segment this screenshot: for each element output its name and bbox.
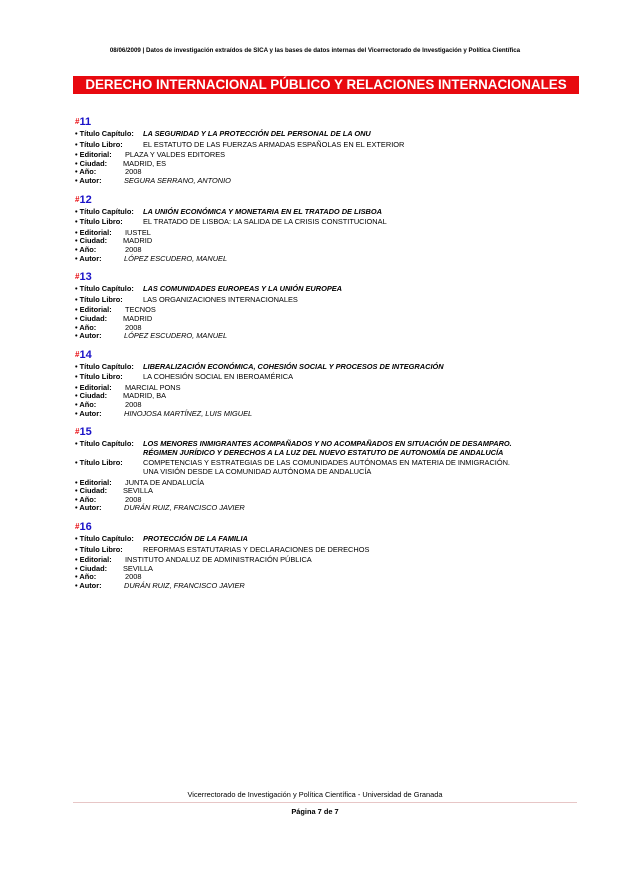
label-ano: • Año:	[75, 400, 97, 410]
record-item	[75, 424, 595, 513]
value-ano: 2008	[125, 494, 142, 504]
field-ciudad	[75, 487, 595, 496]
page-footer: Vicerrectorado de Investigación y Política Científica - Universidad de Granada	[187, 790, 443, 799]
value-capitulo: LAS COMUNIDADES EUROPEAS Y LA UNIÓN EUROPEA	[143, 284, 343, 294]
value-ano: 2008	[125, 322, 142, 332]
value-editorial: JUNTA DE ANDALUCÍA	[125, 477, 205, 487]
label-editorial: • Editorial:	[75, 227, 112, 237]
label-libro: • Título Libro:	[75, 544, 123, 554]
label-autor: • Autor:	[75, 408, 102, 418]
hash-mark: #	[75, 522, 80, 531]
value-ciudad: MADRID	[123, 236, 153, 246]
label-editorial: • Editorial:	[75, 305, 112, 315]
label-capitulo: • Título Capítulo:	[75, 361, 134, 371]
field-ciudad	[75, 160, 595, 169]
field-autor	[75, 504, 595, 513]
record-item	[75, 269, 595, 341]
label-capitulo: • Título Capítulo:	[75, 129, 134, 138]
value-ano: 2008	[125, 400, 142, 410]
value-editorial: PLAZA Y VALDES EDITORES	[125, 150, 226, 160]
value-editorial: TECNOS	[125, 305, 156, 315]
hash-mark: #	[75, 349, 80, 359]
label-libro	[75, 468, 143, 477]
value-ciudad: SEVILLA	[123, 486, 153, 496]
record-number-value: 13	[79, 271, 92, 284]
field-libro	[75, 468, 595, 477]
label-ano: • Año:	[75, 494, 97, 504]
field-capitulo	[75, 285, 595, 294]
field-capitulo	[75, 363, 595, 372]
value-capitulo: LIBERALIZACIÓN ECONÓMICA, COHESIÓN SOCIAL Y PROCESOS DE INTEGRACIÓN	[143, 361, 444, 371]
field-autor	[75, 255, 595, 264]
hash-mark: #	[75, 427, 80, 437]
label-autor: • Autor:	[75, 503, 102, 513]
record-number	[75, 114, 595, 130]
value-libro: EL ESTATUTO DE LAS FUERZAS ARMADAS ESPAÑOLAS EN EL EXTERIOR	[143, 139, 405, 149]
record-number	[75, 519, 595, 535]
value-editorial: INSTITUTO ANDALUZ DE ADMINISTRACIÓN PÚBLICA	[125, 555, 312, 565]
value-ciudad: SEVILLA	[123, 563, 153, 573]
label-ciudad: • Ciudad:	[75, 486, 108, 496]
label-editorial: • Editorial:	[75, 150, 112, 160]
label-libro: • Título Libro:	[75, 217, 123, 227]
label-capitulo: • Título Capítulo:	[75, 534, 134, 543]
value-libro: LAS ORGANIZACIONES INTERNACIONALES	[143, 294, 298, 304]
field-capitulo	[75, 130, 595, 139]
field-libro	[75, 546, 595, 555]
records-list	[75, 114, 595, 597]
value-ano: 2008	[125, 244, 142, 254]
label-ano: • Año:	[75, 167, 97, 177]
field-autor	[75, 332, 595, 341]
field-autor	[75, 410, 595, 419]
value-ano: 2008	[125, 167, 142, 177]
value-autor: SEGURA SERRANO, ANTONIO	[124, 175, 231, 185]
label-autor: • Autor:	[75, 175, 102, 185]
value-editorial: IUSTEL	[125, 227, 151, 237]
value-libro: UNA VISIÓN DESDE LA COMUNIDAD AUTÓNOMA DE ANDALUCÍA	[143, 467, 372, 477]
record-item	[75, 114, 595, 186]
label-editorial: • Editorial:	[75, 555, 112, 565]
field-libro	[75, 141, 595, 150]
field-ciudad	[75, 392, 595, 401]
value-autor: DURÁN RUIZ, FRANCISCO JAVIER	[124, 503, 245, 513]
label-capitulo: • Título Capítulo:	[75, 439, 134, 449]
record-number	[75, 347, 595, 363]
field-ciudad	[75, 315, 595, 324]
label-ano: • Año:	[75, 244, 97, 254]
record-number	[75, 424, 595, 440]
value-libro: REFORMAS ESTATUTARIAS Y DECLARACIONES DE DERECHOS	[143, 544, 370, 554]
label-libro: • Título Libro:	[75, 372, 123, 382]
record-number	[75, 192, 595, 208]
field-autor	[75, 582, 595, 591]
hash-mark: #	[75, 194, 80, 204]
label-autor: • Autor:	[75, 580, 102, 590]
label-autor: • Autor:	[75, 331, 102, 341]
label-autor: • Autor:	[75, 253, 102, 263]
value-autor: LÓPEZ ESCUDERO, MANUEL	[124, 331, 228, 341]
value-ciudad: MADRID	[123, 313, 153, 323]
record-item	[75, 519, 595, 591]
record-number-value: 14	[79, 348, 92, 361]
label-libro: • Título Libro:	[75, 294, 123, 304]
value-libro: COMPETENCIAS Y ESTRATEGIAS DE LAS COMUNIDADES AUTÓNOMAS EN MATERIA DE INMIGRACIÓN.	[143, 458, 510, 468]
field-libro	[75, 296, 595, 305]
hash-mark: #	[75, 272, 80, 282]
value-editorial: MARCIAL PONS	[125, 382, 181, 392]
page-header: 08/06/2009 | Datos de investigación extraídos de SICA y las bases de datos internas del Vicerrectorado de Investigación y Política Científica	[109, 47, 521, 54]
field-editorial	[75, 556, 595, 565]
label-ciudad: • Ciudad:	[75, 563, 108, 573]
label-editorial: • Editorial:	[75, 382, 112, 392]
value-capitulo: LA UNIÓN ECONÓMICA Y MONETARIA EN EL TRATADO DE LISBOA	[143, 206, 382, 216]
label-ano: • Año:	[75, 572, 97, 582]
label-ciudad: • Ciudad:	[75, 236, 108, 246]
label-capitulo: • Título Capítulo:	[75, 284, 134, 294]
label-ano: • Año:	[75, 322, 97, 332]
record-number	[75, 269, 595, 285]
value-capitulo: LA SEGURIDAD Y LA PROTECCIÓN DEL PERSONAL DE LA ONU	[143, 129, 371, 138]
field-ciudad	[75, 237, 595, 246]
label-capitulo	[75, 449, 143, 458]
value-capitulo: PROTECCIÓN DE LA FAMILIA	[143, 534, 248, 543]
field-editorial	[75, 479, 595, 488]
field-editorial	[75, 306, 595, 315]
record-number-value: 11	[79, 116, 92, 128]
field-capitulo	[75, 449, 595, 458]
value-ciudad: MADRID, BA	[123, 391, 167, 401]
value-autor: DURÁN RUIZ, FRANCISCO JAVIER	[124, 580, 245, 590]
field-capitulo	[75, 208, 595, 217]
section-banner: DERECHO INTERNACIONAL PÚBLICO Y RELACIONES INTERNACIONALES	[73, 76, 579, 94]
value-ciudad: MADRID, ES	[123, 158, 167, 168]
field-libro	[75, 218, 595, 227]
label-editorial: • Editorial:	[75, 477, 112, 487]
label-ciudad: • Ciudad:	[75, 313, 108, 323]
value-libro: EL TRATADO DE LISBOA: LA SALIDA DE LA CRISIS CONSTITUCIONAL	[143, 217, 387, 227]
record-number-value: 16	[79, 521, 92, 533]
label-libro: • Título Libro:	[75, 458, 123, 468]
value-capitulo: LOS MENORES INMIGRANTES ACOMPAÑADOS Y NO ACOMPAÑADOS EN SITUACIÓN DE DESAMPARO.	[143, 439, 512, 449]
field-ciudad	[75, 565, 595, 574]
value-libro: LA COHESIÓN SOCIAL EN IBEROAMÉRICA	[143, 372, 294, 382]
label-capitulo: • Título Capítulo:	[75, 206, 134, 216]
record-item	[75, 347, 595, 419]
footer-divider	[73, 802, 577, 803]
record-number-value: 15	[79, 426, 92, 439]
page-number: Página 7 de 7	[291, 807, 339, 816]
record-item	[75, 192, 595, 264]
label-ciudad: • Ciudad:	[75, 391, 108, 401]
label-libro: • Título Libro:	[75, 139, 123, 149]
value-capitulo: RÉGIMEN JURÍDICO Y DERECHOS A LA LUZ DEL NUEVO ESTATUTO DE AUTONOMÍA DE ANDALUCÍA	[143, 447, 504, 457]
value-ano: 2008	[125, 572, 142, 582]
label-ciudad: • Ciudad:	[75, 158, 108, 168]
field-libro	[75, 373, 595, 382]
field-capitulo	[75, 535, 595, 544]
field-autor	[75, 177, 595, 186]
record-number-value: 12	[79, 193, 92, 206]
field-editorial	[75, 229, 595, 238]
hash-mark: #	[75, 117, 80, 126]
value-autor: HINOJOSA MARTÍNEZ, LUIS MIGUEL	[124, 408, 253, 418]
value-autor: LÓPEZ ESCUDERO, MANUEL	[124, 253, 228, 263]
